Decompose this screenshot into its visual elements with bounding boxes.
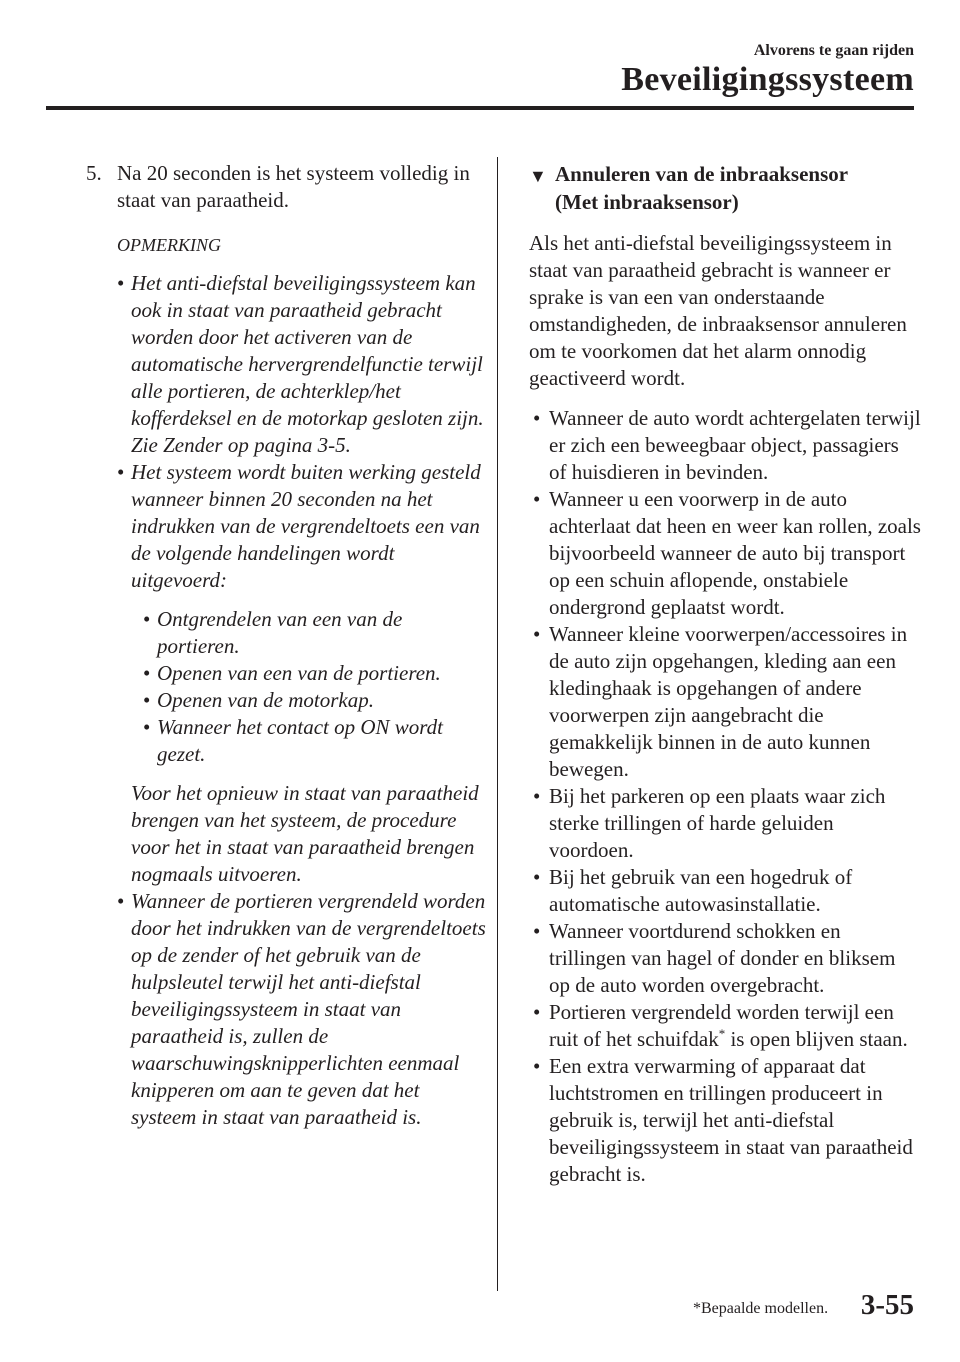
bullet-icon: • xyxy=(533,784,541,808)
step-number: 5. xyxy=(86,161,102,185)
heading-line-2: (Met inbraaksensor) xyxy=(555,190,739,214)
condition-item xyxy=(529,1053,921,1188)
page-reference-text: Zie Zender op pagina 3-5. xyxy=(131,433,351,457)
note-item xyxy=(117,459,486,888)
heading-line-1: Annuleren van de inbraaksensor xyxy=(555,162,849,186)
left-column xyxy=(86,160,486,1131)
bullet-icon: • xyxy=(533,1000,541,1024)
bullet-icon: • xyxy=(533,919,541,943)
bullet-icon: • xyxy=(533,487,541,511)
bullet-icon: • xyxy=(143,607,151,631)
footnote-star: * xyxy=(718,1026,726,1041)
sub-item xyxy=(143,714,486,768)
subsection-heading xyxy=(529,160,921,216)
header-rule xyxy=(46,106,914,110)
condition-text-cont: is open blijven staan. xyxy=(725,1027,908,1051)
step-5 xyxy=(86,160,486,214)
bullet-icon: • xyxy=(143,688,151,712)
sub-item-text: Ontgrendelen van een van de portieren. xyxy=(157,607,403,658)
bullet-icon: • xyxy=(117,460,125,484)
intro-paragraph: Als het anti-diefstal beveiligingssysteem in staat van paraatheid gebracht is wanneer er sprake is van een van onderstaande omstandigheden, de inbraaksensor annuleren om te voorkomen dat het alarm onnodig geactiveerd wordt. xyxy=(529,231,907,390)
note-text: Voor het opnieuw in staat van paraatheid brengen van het systeem, de procedure voor het in staat van paraatheid brengen nogmaals uitvoeren. xyxy=(131,781,479,886)
condition-text: Wanneer kleine voorwerpen/accessoires in de auto zijn opgehangen, kleding aan een kledinghaak is opgehangen of andere voorwerpen zijn aangebracht die gemakkelijk binnen in de auto kunnen bewegen. xyxy=(549,622,908,781)
bullet-icon: • xyxy=(533,1054,541,1078)
sub-item xyxy=(143,660,486,687)
condition-text: Bij het parkeren op een plaats waar zich sterke trillingen of harde geluiden voordoen. xyxy=(549,784,886,862)
note-text: Wanneer de portieren vergrendeld worden door het indrukken van de vergrendeltoets op de zender of het gebruik van de hulpsleutel terwijl het anti-diefstal beveiligingssysteem in staat van paraatheid is, zullen de waarschuwingsknipperlichten eenmaal knipperen om aan te geven dat het systeem in staat van paraatheid is. xyxy=(131,889,486,1129)
footnote: *Bepaalde modellen. xyxy=(693,1300,829,1317)
condition-text: Bij het gebruik van een hogedruk of automatische autowasinstallatie. xyxy=(549,865,853,916)
note-item xyxy=(117,270,486,459)
column-divider xyxy=(497,157,498,1291)
note-text: Het anti-diefstal beveiligingssysteem kan ook in staat van paraatheid gebracht worden door het activeren van de automatische hervergrendelfunctie terwijl alle portieren, de achterklep/het kofferdeksel en de motorkap gesloten zijn. xyxy=(131,271,484,430)
condition-item xyxy=(529,999,921,1053)
condition-item xyxy=(529,621,921,783)
section-title: Beveiligingssysteem xyxy=(621,61,914,98)
chapter-subtitle: Alvorens te gaan rijden xyxy=(753,42,914,59)
condition-item xyxy=(529,864,921,918)
step-text: Na 20 seconden is het systeem volledig in staat van paraatheid. xyxy=(117,161,470,212)
sub-item-text: Openen van de motorkap. xyxy=(157,688,374,712)
bullet-icon: • xyxy=(533,622,541,646)
sub-item xyxy=(143,687,486,714)
condition-item xyxy=(529,783,921,864)
note-heading: OPMERKING xyxy=(117,235,221,255)
sub-item xyxy=(143,606,486,660)
sub-item-text: Openen van een van de portieren. xyxy=(157,661,441,685)
bullet-icon: • xyxy=(143,661,151,685)
condition-text: Portieren vergrendeld worden terwijl een ruit of het schuifdak xyxy=(549,1000,894,1051)
condition-text: Een extra verwarming of apparaat dat luchtstromen en trillingen produceert in gebruik is, terwijl het anti-diefstal beveiligingssysteem in staat van paraatheid gebracht is. xyxy=(549,1054,913,1186)
bullet-icon: • xyxy=(117,889,125,913)
condition-item xyxy=(529,405,921,486)
bullet-icon: • xyxy=(533,406,541,430)
triangle-marker-icon: ▼ xyxy=(529,166,547,186)
bullet-icon: • xyxy=(117,271,125,295)
right-column xyxy=(529,160,921,1188)
condition-list xyxy=(529,405,921,1188)
note-item xyxy=(117,888,486,1131)
condition-item xyxy=(529,486,921,621)
bullet-icon: • xyxy=(533,865,541,889)
bullet-icon: • xyxy=(143,715,151,739)
sub-list xyxy=(143,606,486,768)
condition-text: Wanneer u een voorwerp in de auto achterlaat dat heen en weer kan rollen, zoals bijvoorbeeld wanneer de auto bij transport op een schuin aflopende, onstabiele ondergrond geplaatst wordt. xyxy=(549,487,921,619)
condition-text: Wanneer de auto wordt achtergelaten terwijl er zich een beweegbaar object, passagiers of huisdieren in bevinden. xyxy=(549,406,921,484)
note-text: Het systeem wordt buiten werking gesteld wanneer binnen 20 seconden na het indrukken van de vergrendeltoets een van de volgende handelingen wordt uitgevoerd: xyxy=(131,460,481,592)
page-number: 3-55 xyxy=(860,1289,914,1321)
note-list xyxy=(117,270,486,1131)
condition-text: Wanneer voortdurend schokken en trillingen van hagel of donder en bliksem op de auto worden overgebracht. xyxy=(549,919,896,997)
sub-item-text: Wanneer het contact op ON wordt gezet. xyxy=(157,715,444,766)
condition-item xyxy=(529,918,921,999)
